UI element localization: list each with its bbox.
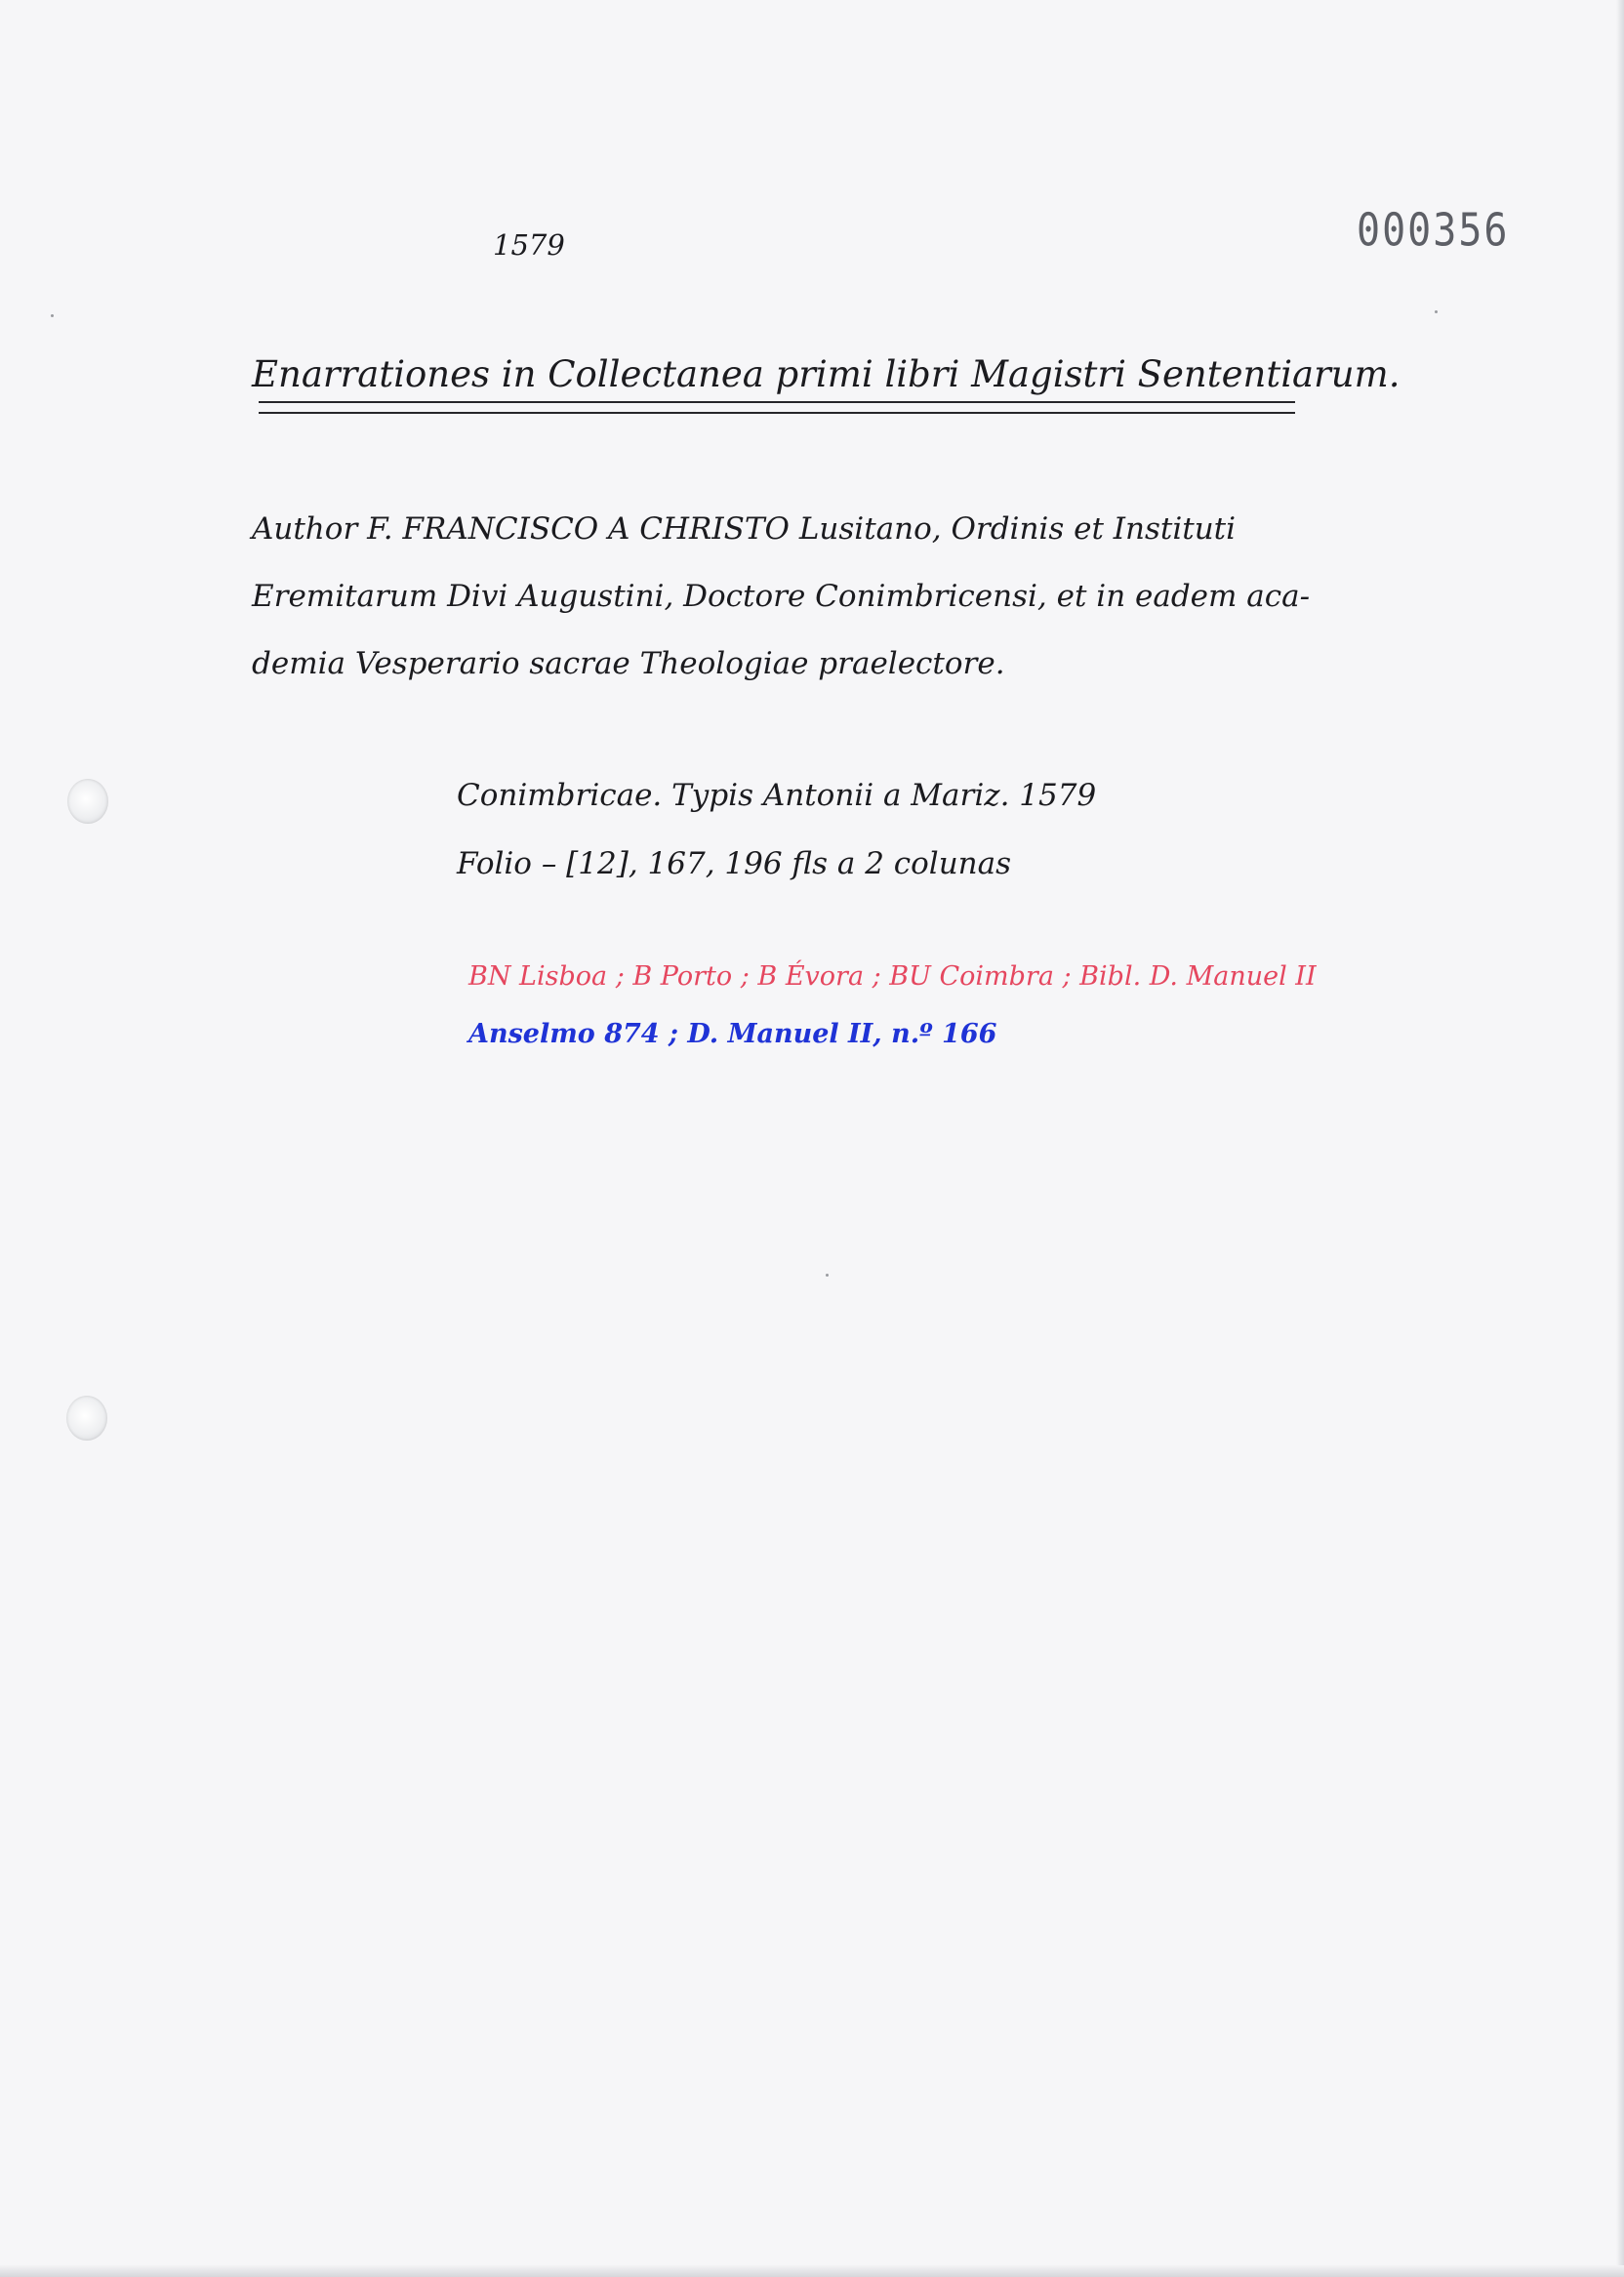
reference-number-stamp: 000356 bbox=[1357, 205, 1510, 257]
paper-bottom-edge bbox=[0, 2265, 1624, 2277]
paper-speck bbox=[51, 314, 54, 317]
library-holdings: BN Lisboa ; B Porto ; B Évora ; BU Coimbra ; Bibl. D. Manuel II bbox=[468, 961, 1317, 992]
paper-speck bbox=[1435, 310, 1438, 313]
book-title: Enarrationes in Collectanea primi libri Magistri Sententiarum. bbox=[252, 353, 1401, 395]
publication-year: 1579 bbox=[493, 228, 565, 262]
paper-right-edge bbox=[1616, 0, 1624, 2277]
author-line-3: demia Vesperario sacrae Theologiae praelectore. bbox=[252, 646, 1005, 681]
title-double-underline bbox=[259, 401, 1295, 414]
paper-speck bbox=[826, 1274, 829, 1277]
imprint-format-collation: Folio – [12], 167, 196 fls a 2 colunas bbox=[457, 846, 1012, 881]
punch-hole-icon bbox=[66, 1396, 107, 1441]
author-line-1: Author F. FRANCISCO A CHRISTO Lusitano, Ordinis et Instituti bbox=[252, 511, 1237, 547]
author-line-2: Eremitarum Divi Augustini, Doctore Conimbricensi, et in eadem aca- bbox=[252, 579, 1311, 614]
bibliographic-references: Anselmo 874 ; D. Manuel II, n.º 166 bbox=[468, 1019, 997, 1049]
punch-hole-icon bbox=[67, 779, 108, 824]
imprint-place-printer: Conimbricae. Typis Antonii a Mariz. 1579 bbox=[457, 778, 1097, 813]
